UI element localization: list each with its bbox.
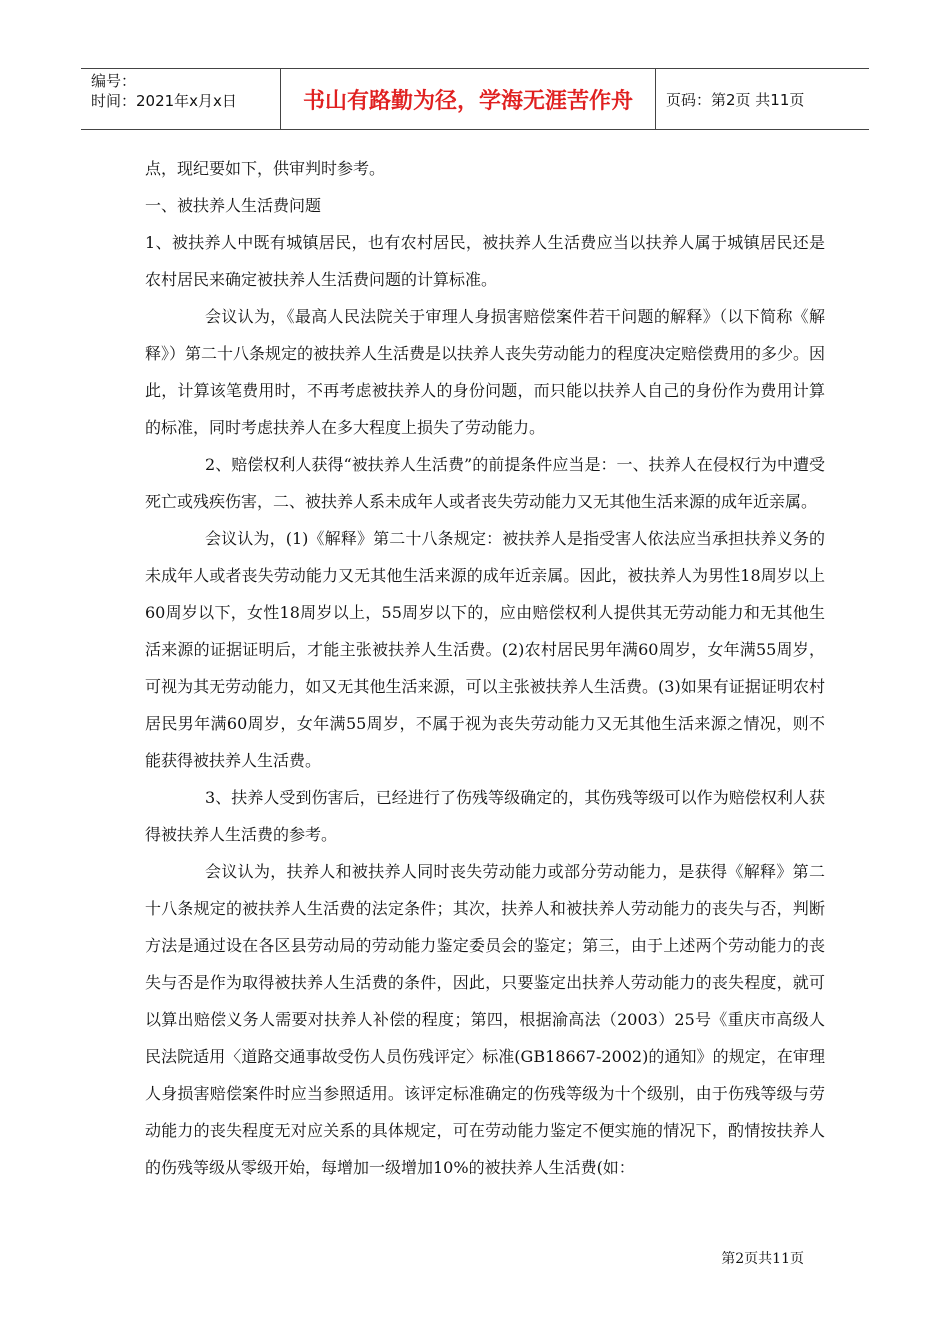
header-meta bbox=[81, 69, 281, 129]
document-date: 时间：2021年x月x日 bbox=[91, 92, 237, 110]
header-page-number: 页码：第2页 共11页 bbox=[666, 90, 805, 109]
footer-page-number: 第2页共11页 bbox=[721, 1251, 804, 1267]
page-header bbox=[81, 68, 869, 130]
paragraph: 会议认为，(1)《解释》第二十八条规定：被扶养人是指受害人依法应当承担扶养义务的未成年人或者丧失劳动能力又无其他生活来源的成年近亲属。因此，被扶养人为男性18周岁以上60周岁以下，女性18周岁以上，55周岁以下的，应由赔偿权利人提供其无劳动能力和无其他生活来源的证据证明后，才能主张被扶养人生活费。(2)农村居民男年满60周岁，女年满55周岁，可视为其无劳动能力，如又无其他生活来源，可以主张被扶养人生活费。(3)如果有证据证明农村居民男年满60周岁，女年满55周岁，不属于视为丧失劳动能力又无其他生活来源之情况，则不能获得被扶养人生活费。 bbox=[145, 529, 825, 770]
document-body bbox=[145, 150, 825, 1186]
paragraph: 点，现纪要如下，供审判时参考。 bbox=[145, 159, 386, 178]
section-heading: 一、被扶养人生活费问题 bbox=[145, 196, 322, 215]
document-number: 编号： bbox=[91, 72, 137, 90]
paragraph: 会议认为，《最高人民法院关于审理人身损害赔偿案件若干问题的解释》（以下简称《解释》）第二十八条规定的被扶养人生活费是以扶养人丧失劳动能力的程度决定赔偿费用的多少。因此，计算该笔费用时，不再考虑被扶养人的身份问题，而只能以扶养人自己的身份作为费用计算的标准，同时考虑扶养人在多大程度上损失了劳动能力。 bbox=[145, 307, 826, 437]
paragraph: 2、赔偿权利人获得“被扶养人生活费”的前提条件应当是：一、扶养人在侵权行为中遭受死亡或残疾伤害，二、被扶养人系未成年人或者丧失劳动能力又无其他生活来源的成年近亲属。 bbox=[145, 455, 825, 511]
paragraph: 3、扶养人受到伤害后，已经进行了伤残等级确定的，其伤残等级可以作为赔偿权利人获得被扶养人生活费的参考。 bbox=[145, 788, 825, 844]
paragraph: 1、被扶养人中既有城镇居民，也有农村居民，被扶养人生活费应当以扶养人属于城镇居民还是农村居民来确定被扶养人生活费问题的计算标准。 bbox=[145, 233, 825, 289]
paragraph: 会议认为，扶养人和被扶养人同时丧失劳动能力或部分劳动能力，是获得《解释》第二十八条规定的被扶养人生活费的法定条件；其次，扶养人和被扶养人劳动能力的丧失与否，判断方法是通过设在各区县劳动局的劳动能力鉴定委员会的鉴定；第三，由于上述两个劳动能力的丧失与否是作为取得被扶养人生活费的条件，因此，只要鉴定出扶养人劳动能力的丧失程度，就可以算出赔偿义务人需要对扶养人补偿的程度；第四，根据渝高法（2003）25号《重庆市高级人民法院适用〈道路交通事故受伤人员伤残评定〉标准(GB18667-2002)的通知》的规定，在审理人身损害赔偿案件时应当参照适用。该评定标准确定的伤残等级为十个级别，由于伤残等级与劳动能力的丧失程度无对应关系的具体规定，可在劳动能力鉴定不便实施的情况下，酌情按扶养人的伤残等级从零级开始，每增加一级增加10%的被扶养人生活费(如： bbox=[145, 862, 825, 1177]
header-motto: 书山有路勤为径，学海无涯苦作舟 bbox=[281, 69, 656, 129]
